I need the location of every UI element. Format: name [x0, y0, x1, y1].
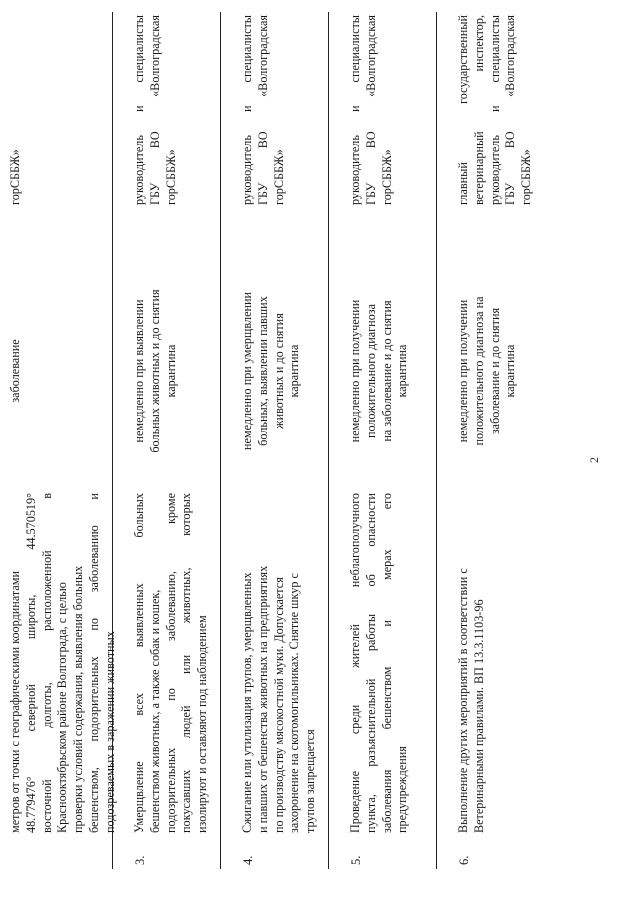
row-4-description: Сжигание или утилизация трупов, умерщвленных и павших от бешенства животных на предприятиях по производству мясокостной муки. Допускается захоронение на скотомогильниках. Снятие шкур с трупов запрещается: [240, 565, 318, 833]
row-3-number: 3.: [133, 855, 147, 865]
row-5-number: 5.: [349, 855, 363, 865]
desc-line-justified: бешенством, подозрительных по заболеванию и: [86, 493, 101, 833]
row-6-description: Выполнение других мероприятий в соответствии с Ветеринарными правилами. ВП 13.3.1103-96: [456, 568, 486, 833]
row-divider: [328, 12, 329, 869]
row-0-term: заболевание: [8, 339, 22, 403]
row-3-responsible: руководитель и специалисты ГБУ ВО «Волгоградская горСББЖ»: [132, 15, 178, 205]
row-6-number: 6.: [457, 855, 471, 865]
row-3-term: немедленно при выявлении больных животных и до снятия карантина: [132, 289, 178, 453]
row-4-term: немедленно при умерщвлении больных, выявлении павших животных и до снятия карантина: [240, 291, 302, 451]
row-0-description: метров от точки с географическими координатами 48.779476° северной широты, 44.570519° восточной долготы, расположенной в Красноoктябрьском районе Волгограда, с целью проверки условий содержания, выявления больных бешенством, подозрительных по заболеванию и подозреваемых в заражении животных: [8, 493, 117, 833]
row-4-number: 4.: [241, 855, 255, 865]
row-divider: [436, 12, 437, 869]
row-6-term: немедленно при получении положительного диагноза на заболевание и до снятия карантина: [456, 296, 518, 446]
row-6-responsible: главный государственный ветеринарный инспектор, руководитель и специалисты ГБУ ВО «Волгоградская горСББЖ»: [456, 15, 534, 205]
row-5-description: Проведение среди жителей неблагополучного пункта, разъяснительной работы об опасности заболевания бешенством и мерах его предупреждения: [348, 493, 410, 833]
desc-line-justified: 48.779476° северной широты, 44.570519°: [23, 493, 38, 833]
row-3-description: Умерщвление всех выявленных больных бешенством животных, а также собак и кошек, подозрительных по заболеванию, кроме покусавших людей или животных, которых изолируют и оставляют под наблюдением: [132, 493, 210, 833]
desc-line-justified: восточной долготы, расположенной в: [39, 493, 54, 833]
row-0-responsible: горСББЖ»: [8, 149, 22, 205]
row-5-term: немедленно при получении положительного диагноза на заболевание и до снятия карантина: [348, 299, 410, 443]
page-number: 2: [587, 457, 601, 463]
row-5-responsible: руководитель и специалисты ГБУ ВО «Волгоградская горСББЖ»: [348, 15, 394, 205]
row-4-responsible: руководитель и специалисты ГБУ ВО «Волгоградская горСББЖ»: [240, 15, 286, 205]
row-divider: [220, 12, 221, 869]
